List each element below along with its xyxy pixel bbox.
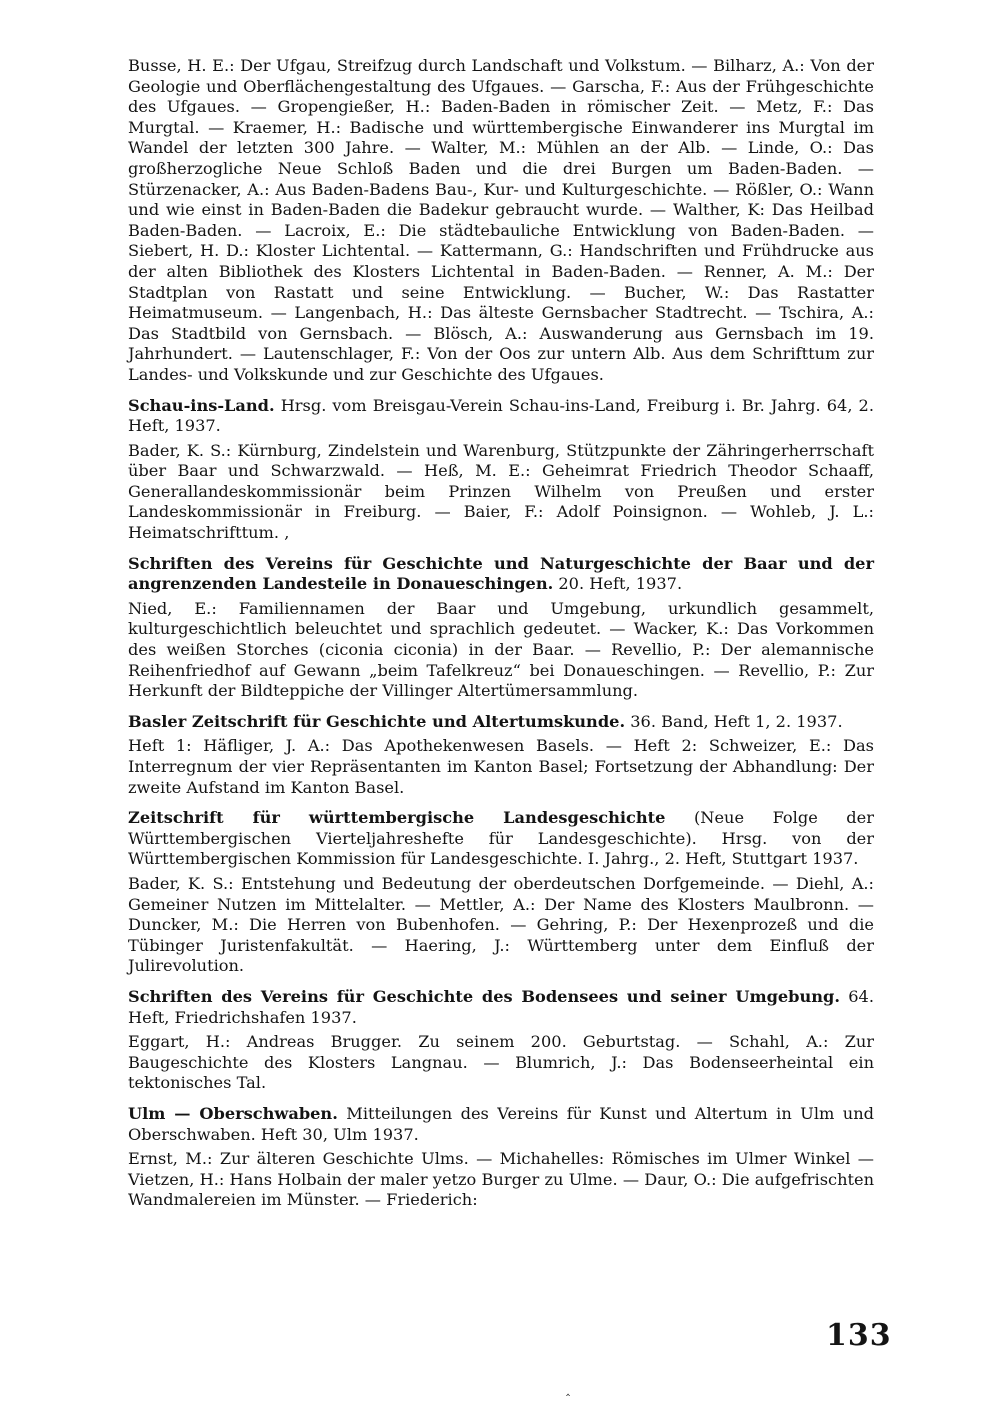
- journal-details: Mitteilungen des Vereins für Kunst und Altertum in Ulm und Oberschwaben. Heft 30, Ulm 1937.: [128, 1103, 874, 1144]
- journal-heading-wuerttemberg: [128, 808, 874, 870]
- entries-basler: Heft 1: Häfliger, J. A.: Das Apothekenwesen Basels. — Heft 2: Schweizer, E.: Das Interregnum der vier Repräsentanten im Kanton Basel; Fortsetzung der Abhandlung: Der zweite Aufstand im Kanton Basel.: [128, 736, 874, 797]
- journal-heading-ulm: [128, 1104, 874, 1145]
- journal-details: 20. Heft, 1937.: [553, 574, 683, 594]
- journal-details: Hrsg. vom Breisgau-Verein Schau-ins-Land, Freiburg i. Br. Jahrg. 64, 2. Heft, 1937.: [128, 395, 874, 436]
- stray-mark: ‸: [566, 1382, 571, 1396]
- entries-ulm: Ernst, M.: Zur älteren Geschichte Ulms. — Michahelles: Römisches im Ulmer Winkel — Vietzen, H.: Hans Holbain der maler yetzo Burger zu Ulme. — Daur, O.: Die aufgefrischten Wandmalereien im Münster. — Friederich:: [128, 1149, 874, 1210]
- journal-title: Schau-ins-Land.: [128, 395, 275, 415]
- journal-title: Basler Zeitschrift für Geschichte und Altertumskunde.: [128, 711, 626, 731]
- journal-heading-schau-ins-land: [128, 396, 874, 437]
- journal-title: Schriften des Vereins für Geschichte und Naturgeschichte der Baar und der angrenzenden Landesteile in Donaueschingen.: [128, 553, 874, 594]
- journal-heading-baar: [128, 554, 874, 595]
- journal-heading-basler: [128, 712, 874, 733]
- page-number: 133: [826, 1318, 892, 1353]
- page-body: [128, 56, 874, 1211]
- entries-ufgau: Busse, H. E.: Der Ufgau, Streifzug durch Landschaft und Volkstum. — Bilharz, A.: Von der Geologie und Oberflächengestaltung des Ufgaues. — Garscha, F.: Aus der Frühgeschichte des Ufgaues. — Gropengießer, H.: Baden-Baden in römischer Zeit. — Metz, F.: Das Murgtal. — Kraemer, H.: Badische und württembergische Einwanderer ins Murgtal im Wandel der letzten 300 Jahre. — Walter, M.: Mühlen an der Alb. — Linde, O.: Das großherzogliche Neue Schloß Baden und die drei Burgen um Baden-Baden. — Stürzenacker, A.: Aus Baden-Badens Bau-, Kur- und Kulturgeschichte. — Rößler, O.: Wann und wie einst in Baden-Baden die Badekur gebraucht wurde. — Walther, K: Das Heilbad Baden-Baden. — Lacroix, E.: Die städtebauliche Entwicklung von Baden-Baden. — Siebert, H. D.: Kloster Lichtental. — Kattermann, G.: Handschriften und Frühdrucke aus der alten Bibliothek des Klosters Lichtental in Baden-Baden. — Renner, A. M.: Der Stadtplan von Rastatt und seine Entwicklung. — Bucher, W.: Das Rastatter Heimatmuseum. — Langenbach, H.: Das älteste Gernsbacher Stadtrecht. — Tschira, A.: Das Stadtbild von Gernsbach. — Blösch, A.: Auswanderung aus Gernsbach im 19. Jahrhundert. — Lautenschlager, F.: Von der Oos zur untern Alb. Aus dem Schrifttum zur Landes- und Volkskunde und zur Geschichte des Ufgaues.: [128, 56, 874, 384]
- journal-details: 64. Heft, Friedrichshafen 1937.: [128, 986, 875, 1027]
- entries-baar: Nied, E.: Familiennamen der Baar und Umgebung, urkundlich gesammelt, kulturgeschichtlich beleuchtet und sprachlich gedeutet. — Wacker, K.: Das Vorkommen des weißen Storches (ciconia ciconia) in der Baar. — Revellio, P.: Der alemannische Reihenfriedhof auf Gewann „beim Tafelkreuz“ bei Donaueschingen. — Revellio, P.: Zur Herkunft der Bildteppiche der Villinger Altertümersammlung.: [128, 598, 874, 701]
- journal-details: 36. Band, Heft 1, 2. 1937.: [625, 711, 843, 731]
- entries-bodensee: Eggart, H.: Andreas Brugger. Zu seinem 200. Geburtstag. — Schahl, A.: Zur Baugeschichte des Klosters Langnau. — Blumrich, J.: Das Bodenseerheintal ein tektonisches Tal.: [128, 1032, 874, 1093]
- entries-wuerttemberg: Bader, K. S.: Entstehung und Bedeutung der oberdeutschen Dorfgemeinde. — Diehl, A.: Gemeiner Nutzen im Mittelalter. — Mettler, A.: Der Name des Klosters Maulbronn. — Duncker, M.: Die Herren von Bubenhofen. — Gehring, P.: Der Hexenprozeß und die Tübinger Juristenfakultät. — Haering, J.: Württemberg unter dem Einfluß der Julirevolution.: [128, 873, 874, 976]
- entries-schau-ins-land: Bader, K. S.: Kürnburg, Zindelstein und Warenburg, Stützpunkte der Zähringerherrschaft über Baar und Schwarzwald. — Heß, M. E.: Geheimrat Friedrich Theodor Schaaff, Generallandeskommissionär beim Prinzen Wilhelm von Preußen und erster Landeskommissionär in Freiburg. — Baier, F.: Adolf Poinsignon. — Wohleb, J. L.: Heimatschrifttum. ‚: [128, 440, 874, 543]
- journal-title: Zeitschrift für württembergische Landesgeschichte: [128, 808, 666, 828]
- journal-title: Schriften des Vereins für Geschichte des Bodensees und seiner Umgebung.: [128, 986, 840, 1006]
- journal-details: (Neue Folge der Württembergischen Vierteljahreshefte für Landesgeschichte). Hrsg. von der Württembergischen Kommission für Landesgeschichte. I. Jahrg., 2. Heft, Stuttgart 1937.: [128, 808, 874, 869]
- journal-heading-bodensee: [128, 987, 874, 1028]
- journal-title: Ulm — Oberschwaben.: [128, 1103, 338, 1123]
